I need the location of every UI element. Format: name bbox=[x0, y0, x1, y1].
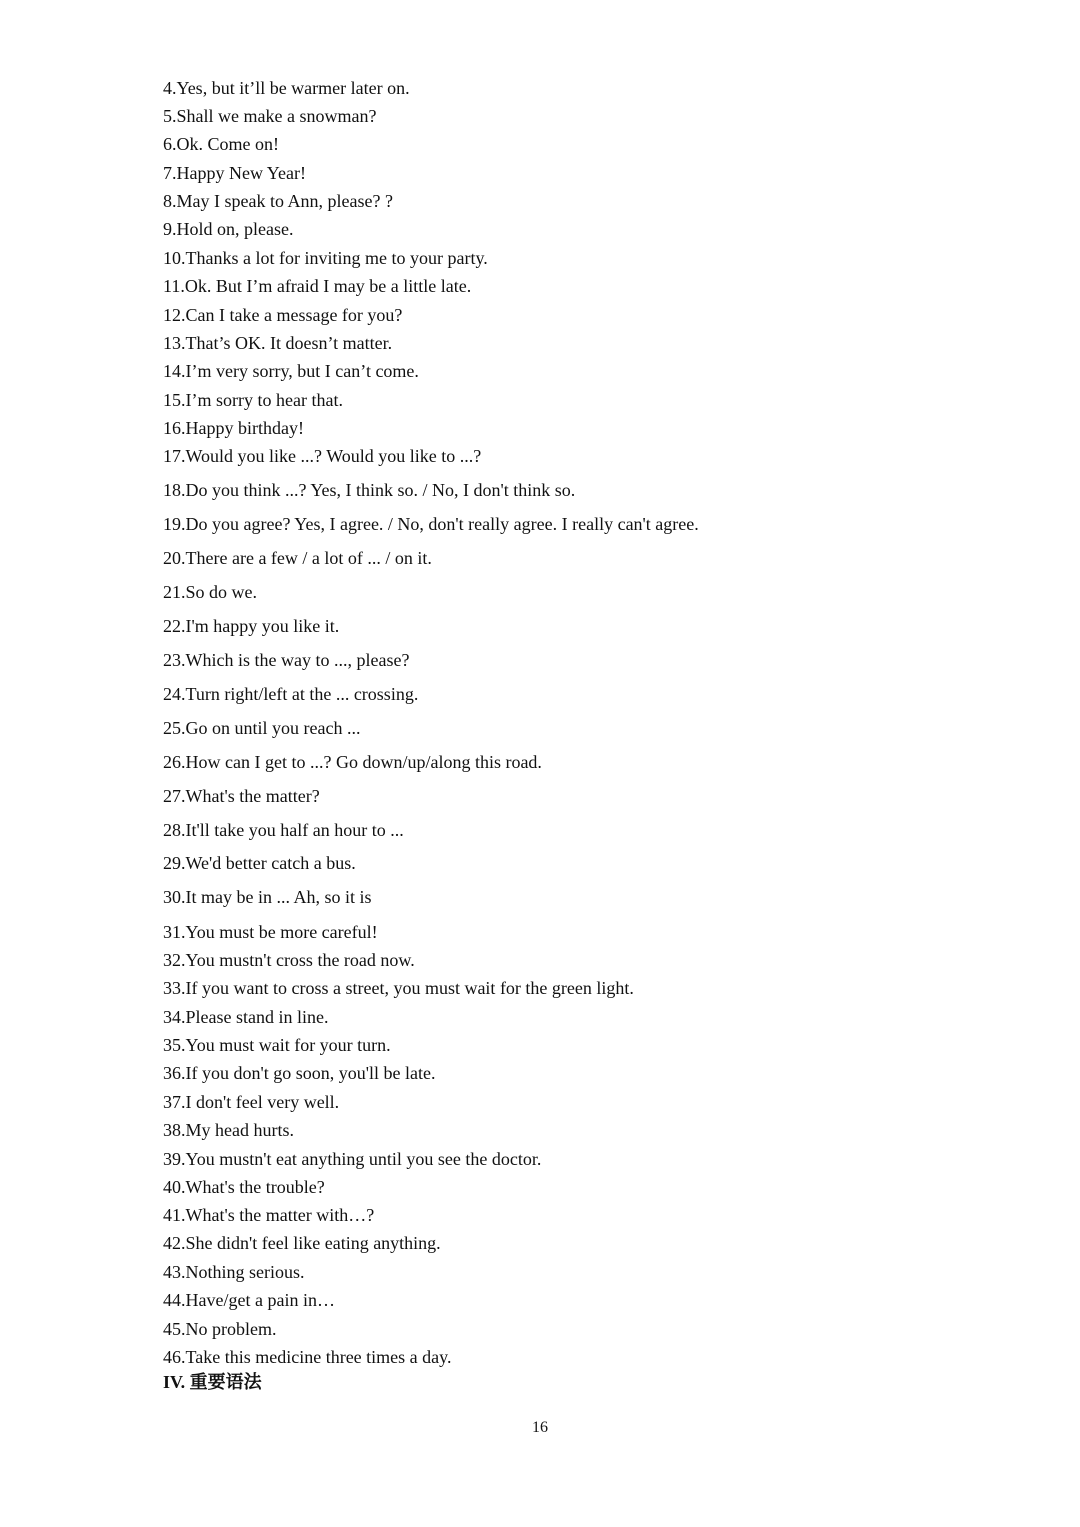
list-item: 24.Turn right/left at the ... crossing. bbox=[163, 684, 419, 704]
list-item: 23.Which is the way to ..., please? bbox=[163, 650, 410, 670]
list-item: 32.You mustn't cross the road now. bbox=[163, 950, 415, 970]
list-item: 20.There are a few / a lot of ... / on it. bbox=[163, 548, 432, 568]
list-item: 38.My head hurts. bbox=[163, 1120, 294, 1140]
list-item: 42.She didn't feel like eating anything. bbox=[163, 1233, 441, 1253]
list-item: 4.Yes, but it’ll be warmer later on. bbox=[163, 78, 410, 98]
list-item: 35.You must wait for your turn. bbox=[163, 1035, 391, 1055]
list-item: 17.Would you like ...? Would you like to ...? bbox=[163, 446, 482, 466]
list-item: 21.So do we. bbox=[163, 582, 257, 602]
list-item: 39.You mustn't eat anything until you see the doctor. bbox=[163, 1149, 542, 1169]
list-item: 33.If you want to cross a street, you must wait for the green light. bbox=[163, 978, 634, 998]
list-item: 34.Please stand in line. bbox=[163, 1007, 329, 1027]
list-item: 12.Can I take a message for you? bbox=[163, 305, 403, 325]
list-item: 27.What's the matter? bbox=[163, 786, 320, 806]
list-item: 45.No problem. bbox=[163, 1319, 277, 1339]
list-item: 22.I'm happy you like it. bbox=[163, 616, 340, 636]
list-item: 37.I don't feel very well. bbox=[163, 1092, 340, 1112]
list-item: 28.It'll take you half an hour to ... bbox=[163, 820, 404, 840]
list-item: 8.May I speak to Ann, please? ? bbox=[163, 191, 393, 211]
list-item: 7.Happy New Year! bbox=[163, 163, 306, 183]
list-item: 11.Ok. But I’m afraid I may be a little late. bbox=[163, 276, 472, 296]
list-item: 41.What's the matter with…? bbox=[163, 1205, 375, 1225]
list-item: 31.You must be more careful! bbox=[163, 922, 378, 942]
list-item: 10.Thanks a lot for inviting me to your party. bbox=[163, 248, 488, 268]
page-number: 16 bbox=[532, 1419, 548, 1436]
list-item: 26.How can I get to ...? Go down/up/along this road. bbox=[163, 752, 542, 772]
list-item: 14.I’m very sorry, but I can’t come. bbox=[163, 361, 419, 381]
list-item: 5.Shall we make a snowman? bbox=[163, 106, 377, 126]
list-item: 18.Do you think ...? Yes, I think so. / No, I don't think so. bbox=[163, 480, 576, 500]
list-item: 40.What's the trouble? bbox=[163, 1177, 325, 1197]
section-heading: IV. 重要语法 bbox=[163, 1372, 262, 1392]
list-item: 44.Have/get a pain in… bbox=[163, 1290, 335, 1310]
list-item: 9.Hold on, please. bbox=[163, 219, 294, 239]
list-item: 13.That’s OK. It doesn’t matter. bbox=[163, 333, 393, 353]
list-item: 15.I’m sorry to hear that. bbox=[163, 390, 343, 410]
list-item: 36.If you don't go soon, you'll be late. bbox=[163, 1063, 436, 1083]
list-item: 16.Happy birthday! bbox=[163, 418, 304, 438]
list-item: 30.It may be in ... Ah, so it is bbox=[163, 887, 372, 907]
list-item: 19.Do you agree? Yes, I agree. / No, don't really agree. I really can't agree. bbox=[163, 514, 699, 534]
list-item: 25.Go on until you reach ... bbox=[163, 718, 361, 738]
list-item: 29.We'd better catch a bus. bbox=[163, 853, 356, 873]
list-item: 46.Take this medicine three times a day. bbox=[163, 1347, 452, 1367]
list-item: 6.Ok. Come on! bbox=[163, 134, 279, 154]
list-item: 43.Nothing serious. bbox=[163, 1262, 305, 1282]
